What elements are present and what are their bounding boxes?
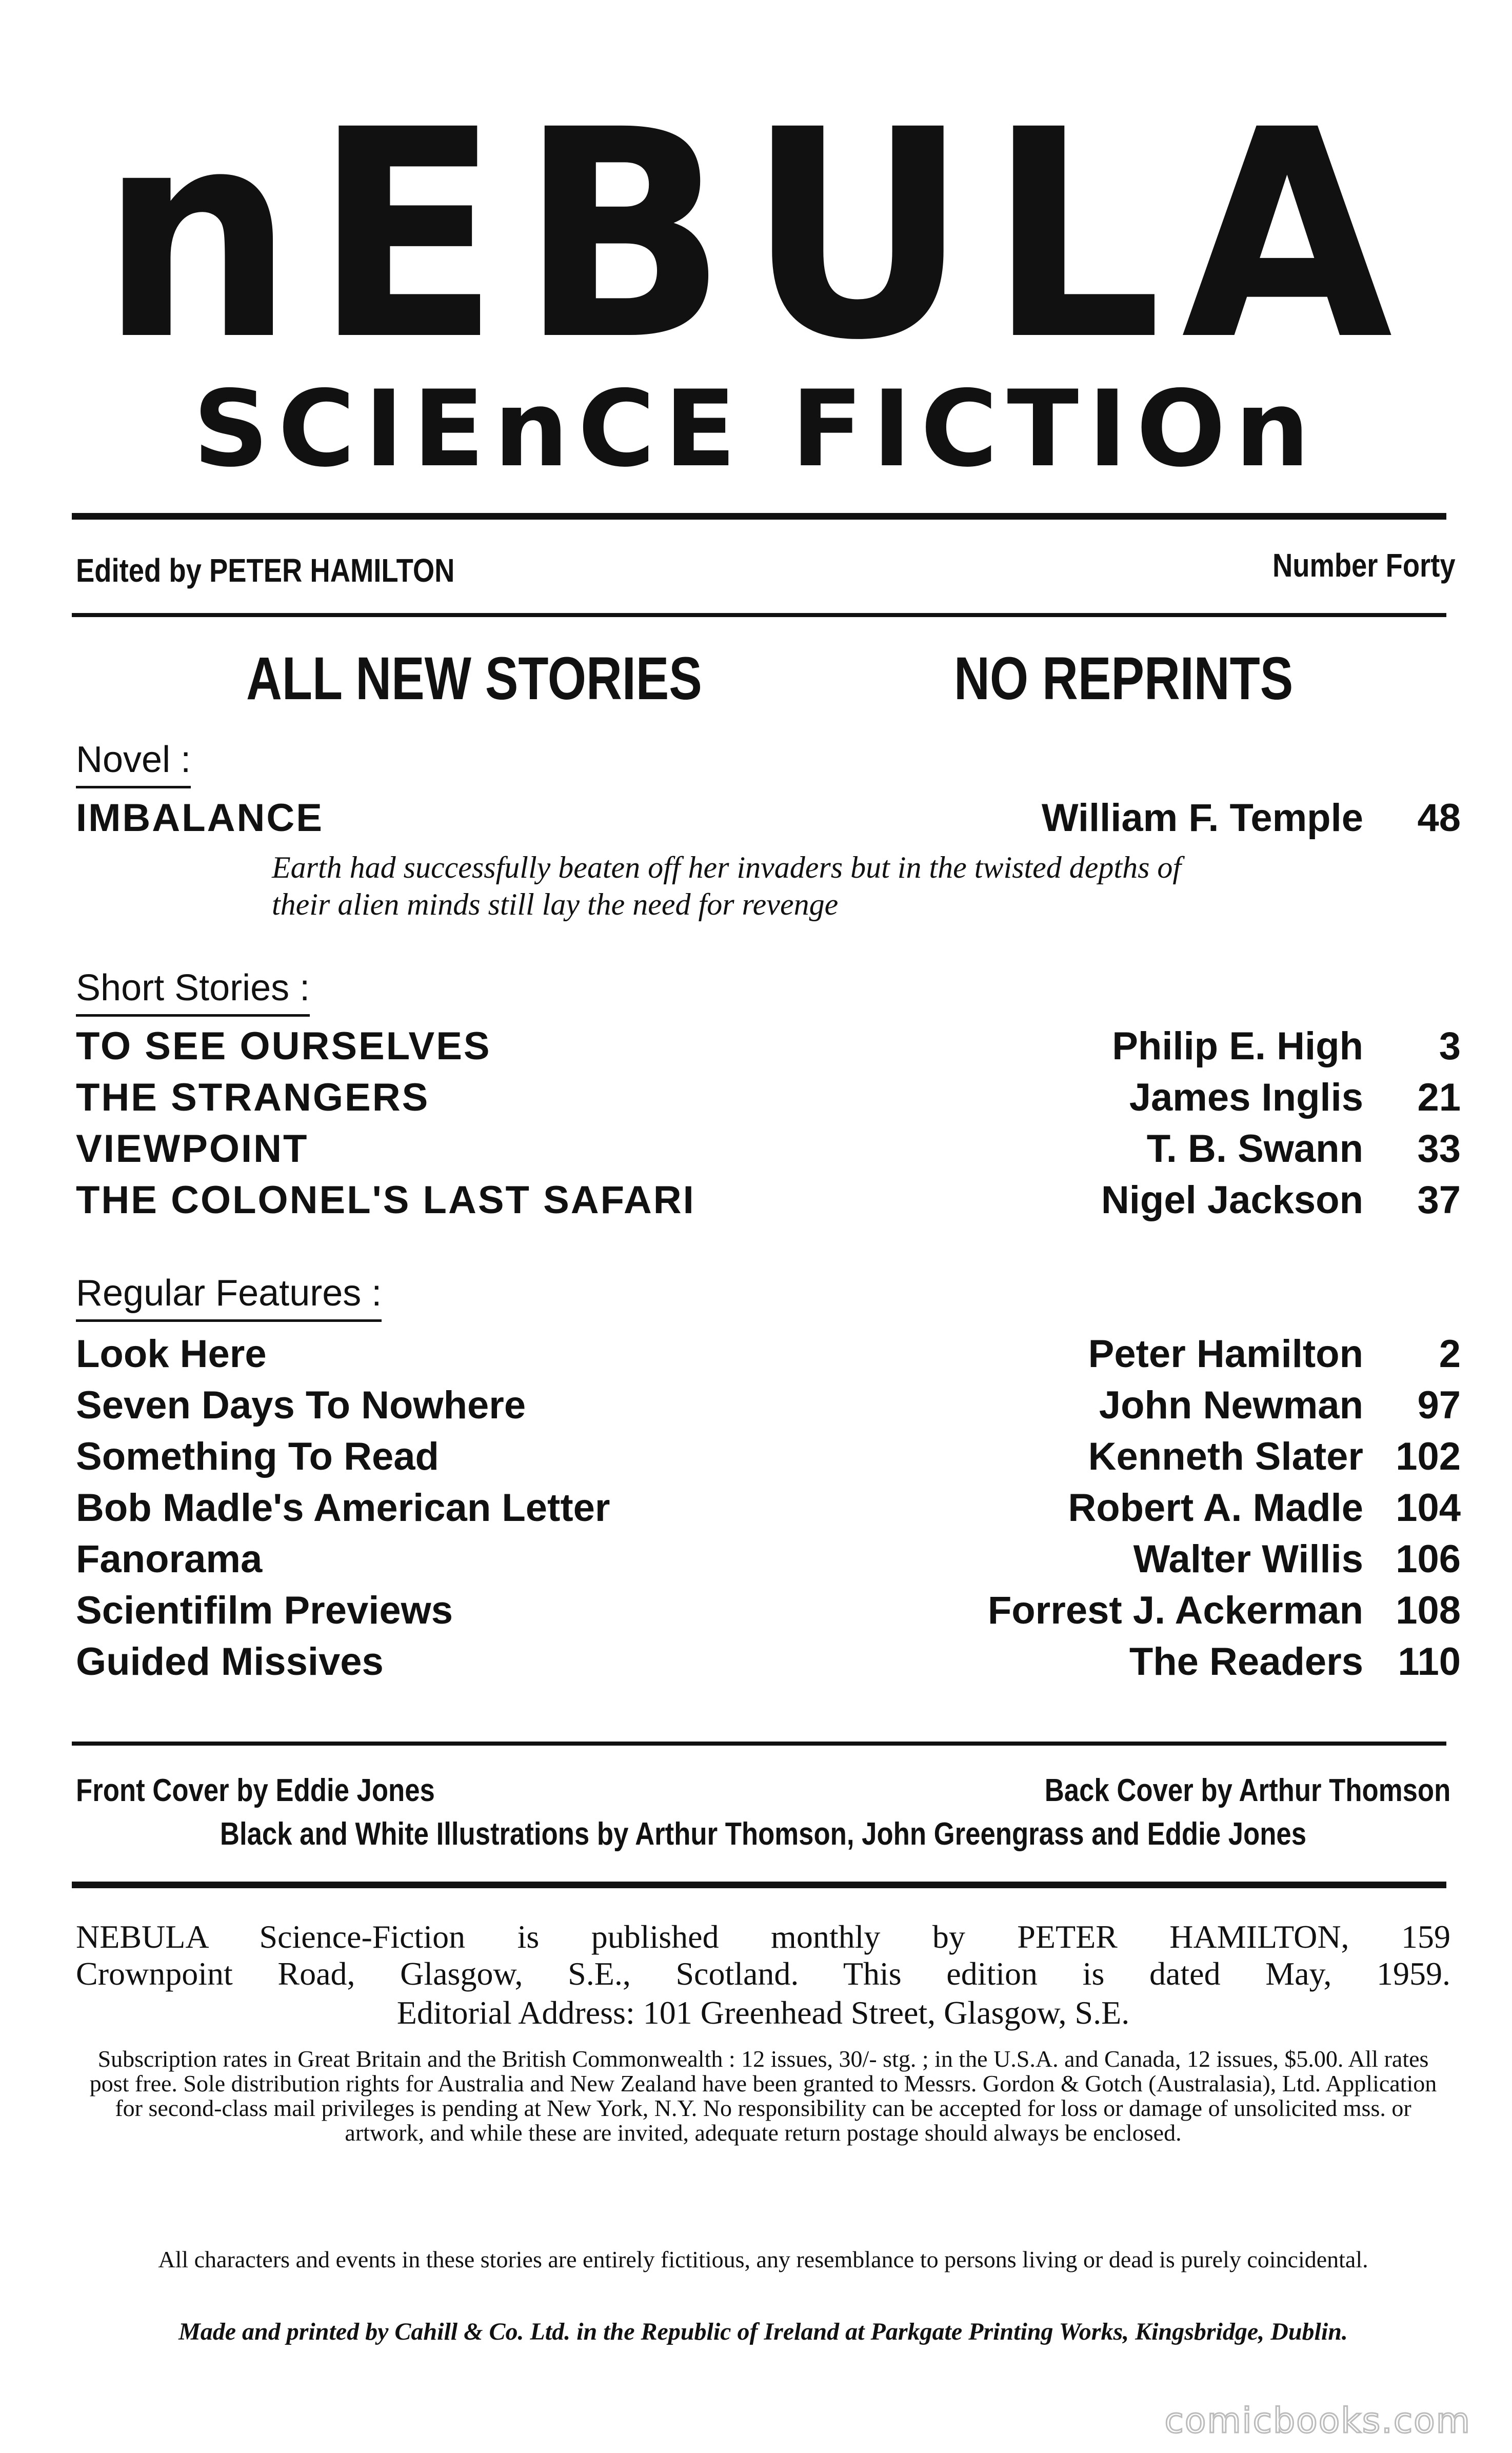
- entry-page: 110: [1398, 1640, 1461, 1684]
- toc-entry[interactable]: [76, 1175, 1461, 1226]
- watermark: comicbooks.com: [1164, 2401, 1471, 2441]
- toc-entry[interactable]: [76, 1072, 1461, 1123]
- entry-title: Fanorama: [76, 1537, 263, 1581]
- back-cover-credit: Back Cover by Arthur Thomson: [1044, 1773, 1450, 1808]
- banner-no-reprints: NO REPRINTS: [954, 645, 1294, 713]
- entry-title: IMBALANCE: [76, 796, 324, 840]
- credits-rule: [72, 1742, 1446, 1746]
- fiction-disclaimer: All characters and events in these stories are entirely fictitious, any resemblance to persons living or dead is purely coincidental.: [158, 2246, 1368, 2272]
- entry-title: Look Here: [76, 1332, 267, 1376]
- section-heading-short-stories: Short Stories :: [76, 967, 310, 1017]
- entry-title: Something To Read: [76, 1435, 439, 1478]
- toc-entry[interactable]: [76, 1585, 1461, 1636]
- entry-title: Guided Missives: [76, 1640, 384, 1684]
- entry-author: William F. Temple: [1041, 796, 1363, 840]
- entry-author: Peter Hamilton: [1088, 1332, 1363, 1376]
- section-heading-regular-features: Regular Features :: [76, 1272, 382, 1322]
- entry-author: The Readers: [1129, 1640, 1363, 1684]
- editorial-address: Editorial Address: 101 Greenhead Street, Glasgow, S.E.: [396, 1994, 1130, 2031]
- entry-page: 3: [1439, 1024, 1461, 1068]
- entry-title: THE STRANGERS: [76, 1076, 430, 1119]
- entry-author: James Inglis: [1129, 1076, 1363, 1119]
- issue-number: Number Forty: [1272, 547, 1456, 584]
- entry-title: Seven Days To Nowhere: [76, 1383, 526, 1427]
- entry-page: 97: [1417, 1383, 1461, 1427]
- toc-entry[interactable]: [76, 793, 1461, 844]
- toc-entry[interactable]: [76, 1534, 1461, 1585]
- front-cover-credit: Front Cover by Eddie Jones: [76, 1773, 435, 1808]
- printer-notice: Made and printed by Cahill & Co. Ltd. in the Republic of Ireland at Parkgate Printing Works, Kingsbridge, Dublin.: [178, 2318, 1348, 2345]
- editor-credit: Edited by PETER HAMILTON: [76, 552, 455, 589]
- toc-entry[interactable]: [76, 1021, 1461, 1072]
- publication-notice-line2: Crownpoint Road, Glasgow, S.E., Scotland. This edition is dated May, 1959.: [76, 1955, 1450, 1992]
- entry-page: 48: [1417, 796, 1461, 840]
- novel-blurb: Earth had successfully beaten off her invaders but in the twisted depths of their alien minds still lay the need for revenge: [272, 850, 1182, 921]
- entry-page: 102: [1396, 1435, 1461, 1478]
- entry-title: Bob Madle's American Letter: [76, 1486, 610, 1530]
- entry-author: Nigel Jackson: [1101, 1178, 1363, 1222]
- top-rule: [72, 513, 1446, 520]
- magazine-title: nEBULA: [100, 69, 1412, 403]
- entry-author: Philip E. High: [1112, 1024, 1363, 1068]
- entry-title: TO SEE OURSELVES: [76, 1024, 491, 1068]
- entry-page: 108: [1396, 1589, 1461, 1632]
- entry-author: Robert A. Madle: [1068, 1486, 1363, 1530]
- entry-author: Kenneth Slater: [1088, 1435, 1363, 1478]
- entry-title: Scientifilm Previews: [76, 1589, 453, 1632]
- magazine-subtitle: SCIEnCE FICTIOn: [193, 368, 1319, 490]
- toc-entry[interactable]: [76, 1482, 1461, 1534]
- entry-page: 106: [1396, 1537, 1461, 1581]
- entry-page: 21: [1417, 1076, 1461, 1119]
- entry-author: John Newman: [1099, 1383, 1363, 1427]
- illustrations-credit-line: [76, 1816, 1450, 1852]
- banner-all-new-stories: ALL NEW STORIES: [246, 645, 702, 713]
- entry-page: 37: [1417, 1178, 1461, 1222]
- toc-entry[interactable]: [76, 1431, 1461, 1482]
- toc-entry[interactable]: [76, 1636, 1461, 1688]
- header-rule: [72, 613, 1446, 617]
- entry-page: 104: [1396, 1486, 1461, 1530]
- toc-entry[interactable]: [76, 1380, 1461, 1431]
- entry-page: 33: [1417, 1127, 1461, 1171]
- entry-author: T. B. Swann: [1146, 1127, 1363, 1171]
- subscription-notice: Subscription rates in Great Britain and the British Commonwealth : 12 issues, 30/- stg. ; in the U.S.A. and Canada, 12 issues, $5.00. All rates post free. Sole distribution rights for Australia and New Zealand have been granted to Messrs. Gordon & Gotch (Australasia), Ltd. Application for second-class mail privileges is pending at New York, N.Y. No responsibility can be accepted for loss or damage of unsolicited mss. or artwork, and while these are invited, adequate return postage should always be enclosed.: [89, 2046, 1437, 2146]
- entry-author: Forrest J. Ackerman: [987, 1589, 1363, 1632]
- entry-title: THE COLONEL'S LAST SAFARI: [76, 1178, 695, 1222]
- imprint-rule: [72, 1882, 1446, 1888]
- entry-title: VIEWPOINT: [76, 1127, 309, 1171]
- section-heading-novel: Novel :: [76, 739, 191, 788]
- toc-entry[interactable]: [76, 1123, 1461, 1175]
- entry-author: Walter Willis: [1133, 1537, 1363, 1581]
- publication-notice-line1: NEBULA Science-Fiction is published monthly by PETER HAMILTON, 159: [76, 1918, 1450, 1955]
- illustrations-credit: Black and White Illustrations by Arthur Thomson, John Greengrass and Eddie Jones: [220, 1816, 1307, 1852]
- entry-page: 2: [1439, 1332, 1461, 1376]
- toc-entry[interactable]: [76, 1329, 1461, 1380]
